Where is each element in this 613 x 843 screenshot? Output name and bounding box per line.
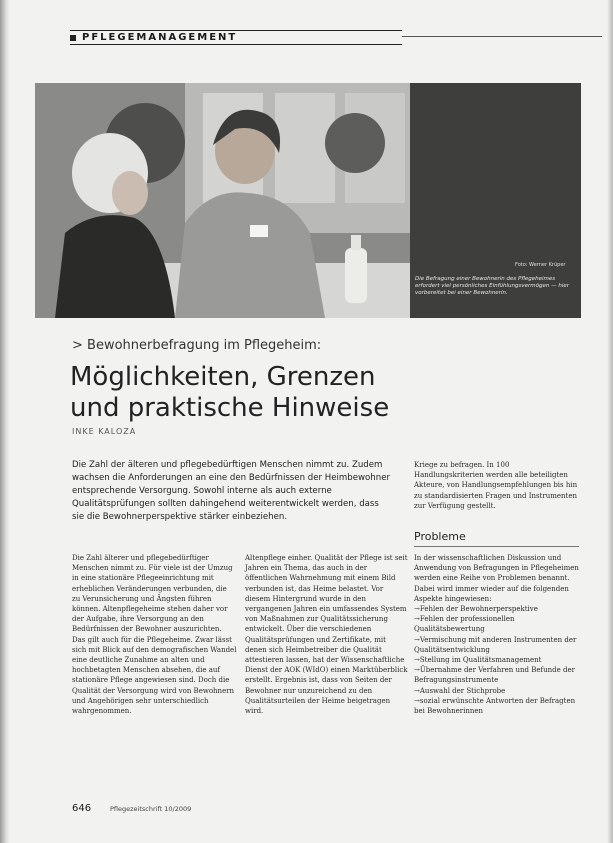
- body-column-2: Altenpflege einher. Qualität der Pflege ist seit Jahren ein Thema, das auch in der öffentlichen Wahrnehmung mit einem Bild verbunden ist, das Heime belastet. Vor diesem Hintergrund wurde in den vergangenen Jahren ein umfassendes System von Maßnahmen zur Qualitätssicherung entwickelt. Über die verschiedenen Qualitätsprüfungen und Zertifikate, mit denen sich Heimbetreiber die Qualität attestieren lassen, hat der Wissenschaftliche Dienst der AOK (WIdO) einen Marktüberblick erstellt. Ergebnis ist, dass von Seiten der Bewohner nur unzureichend zu den Qualitätsurteilen der Heime beigetragen wird.: [245, 554, 408, 716]
- page-number: 646: [72, 803, 92, 814]
- list-item: → Übernahme der Verfahren und Befunde der Befragungsinstrumente: [414, 665, 579, 685]
- column-3-intro: In der wissenschaftlichen Diskussion und Anwendung von Befragungen in Pflegeheimen werden eine Reihe von Problemen benannt. Dabei wird immer wieder auf die folgenden Aspekte hingewiesen:: [414, 554, 579, 603]
- header-rule: [402, 36, 602, 37]
- section-header: [70, 30, 402, 45]
- right-intro-text: Kriege zu befragen. In 100 Handlungskriterien werden alle beteiligten Akteure, von Handlungsempfehlungen bis hin zu standardisierten Fragen und Instrumenten zur Verfügung gestellt.: [414, 461, 578, 510]
- article-kicker: > Bewohnerbefragung im Pflegeheim:: [72, 338, 322, 353]
- photo-illustration: [35, 83, 410, 318]
- photo-credit: Foto: Werner Krüper: [515, 262, 566, 268]
- list-item: → Fehlen der Bewohnerperspektive: [414, 604, 579, 614]
- photo-caption: Die Befragung einer Bewohnerin des Pflegeheimes erfordert viel persönliches Einfühlungsvermögen — hier vorbereitet bei einer Bewohnerin.: [415, 276, 569, 296]
- list-item: → Fehlen der professionellen Qualitätsbewertung: [414, 614, 579, 634]
- page-shadow-left: [0, 0, 10, 843]
- list-item: → Auswahl der Stichprobe: [414, 686, 579, 696]
- list-item: → Vermischung mit anderen Instrumenten der Qualitätsentwicklung: [414, 635, 579, 655]
- square-icon: [70, 35, 76, 41]
- problems-heading: Probleme: [414, 530, 466, 543]
- article-lead: Die Zahl der älteren und pflegebedürftigen Menschen nimmt zu. Zudem wachsen die Anforderungen an eine den Bedürfnissen der Heimbewohner entsprechende Versorgung. Sowohl interne als auch externe Qualitätsprüfungen sollten dahingehend weiterentwickelt werden, dass sie die Bewohnerperspektive stärker einbeziehen.: [72, 460, 391, 522]
- heading-rule: [414, 546, 579, 547]
- section-label: PFLEGEMANAGEMENT: [82, 32, 238, 43]
- list-item: → sozial erwünschte Antworten der Befragten bei Bewohnerinnen: [414, 696, 579, 716]
- article-photo: [35, 83, 410, 318]
- body-column-1: Die Zahl älterer und pflegebedürftiger Menschen nimmt zu. Für viele ist der Umzug in eine stationäre Pflegeeinrichtung mit erheblichen Veränderungen verbunden, die zu Verunsicherung und Ängsten führen können. Altenpflegeheime stehen daher vor der Aufgabe, ihre Versorgung an den Bedürfnissen der Bewohner auszurichten. Das gilt auch für die Pflegeheime. Zwar lässt sich mit Blick auf den demografischen Wandel eine deutliche Zunahme an alten und hochbetagten Menschen absehen, die auf stationäre Pflege angewiesen sind. Doch die Qualität der Versorgung wird von Bewohnern und Angehörigen sehr unterschiedlich wahrgenommen.: [72, 554, 237, 716]
- body-column-3: [414, 553, 579, 716]
- page-shadow-right: [607, 0, 613, 843]
- article-title: Möglichkeiten, Grenzen und praktische Hinweise: [70, 362, 390, 423]
- problem-list: [414, 604, 579, 716]
- article-author: INKE KALOZA: [72, 427, 137, 436]
- journal-source: Pflegezeitschrift 10/2009: [110, 805, 192, 813]
- list-item: → Stellung im Qualitätsmanagement: [414, 655, 579, 665]
